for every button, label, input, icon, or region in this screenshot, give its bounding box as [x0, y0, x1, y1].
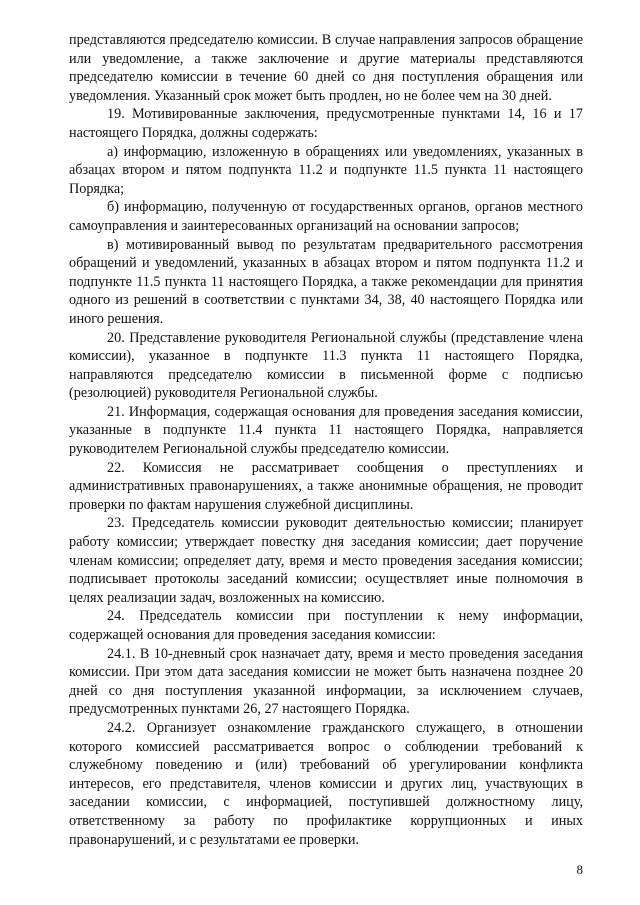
paragraph-20: 20. Представление руководителя Региональной службы (представление члена комиссии), указанное в подпункте 11.3 пункта 11 настоящего Порядка, направляются председателю комиссии в письменной форме с подписью (резолюцией) руководителя Региональной службы.: [69, 329, 583, 402]
paragraph-24-2: 24.2. Организует ознакомление гражданского служащего, в отношении которого комиссией рассматривается вопрос о соблюдении требований к служебному поведению и (или) требований об урегулировании конфликта интересов, его представителя, членов комиссии и других лиц, участвующих в заседании комиссии, с информацией, поступившей должностному лицу, ответственному за работу по профилактике коррупционных и иных правонарушений, и с результатами ее проверки.: [69, 719, 583, 848]
paragraph-19-a: а) информацию, изложенную в обращениях или уведомлениях, указанных в абзацах втором и пятом подпункта 11.2 и подпункте 11.5 пункта 11 настоящего Порядка;: [69, 143, 583, 197]
paragraph-19-b: б) информацию, полученную от государственных органов, органов местного самоуправления и заинтересованных организаций на основании запросов;: [69, 199, 583, 234]
paragraph-24: 24. Председатель комиссии при поступлении к нему информации, содержащей основания для проведения заседания комиссии:: [69, 608, 583, 643]
paragraph-21: 21. Информация, содержащая основания для проведения заседания комиссии, указанные в подпункте 11.4 пункта 11 настоящего Порядка, направляется руководителем Региональной службы председателю комиссии.: [69, 403, 583, 458]
document-body: [69, 31, 583, 849]
page-number: 8: [576, 862, 583, 877]
paragraph-22: 22. Комиссия не рассматривает сообщения о преступлениях и административных правонарушениях, а также анонимные обращения, не проводит проверки по фактам нарушения служебной дисциплины.: [69, 459, 583, 513]
paragraph-23: 23. Председатель комиссии руководит деятельностью комиссии; планирует работу комиссии; утверждает повестку дня заседания комиссии; дает поручение членам комиссии; определяет дату, время и место проведения заседания комиссии; подписывает протоколы заседаний комиссии; осуществляет иные полномочия в целях реализации задач, возложенных на комиссию.: [69, 515, 583, 606]
paragraph-19: 19. Мотивированные заключения, предусмотренные пунктами 14, 16 и 17 настоящего Порядка, должны содержать:: [69, 106, 583, 141]
paragraph-19-v: в) мотивированный вывод по результатам предварительного рассмотрения обращений и уведомлений, указанных в абзацах втором и пятом подпункта 11.2 и подпункте 11.5 пункта 11 настоящего Порядка, а также рекомендации для принятия одного из решений в соответствии с пунктами 34, 38, 40 настоящего Порядка или иного решения.: [69, 236, 583, 327]
paragraph-24-1: 24.1. В 10-дневный срок назначает дату, время и место проведения заседания комиссии. При этом дата заседания комиссии не может быть назначена позднее 20 дней со дня поступления указанной информации, за исключением случаев, предусмотренных пунктами 26, 27 настоящего Порядка.: [69, 645, 583, 718]
paragraph-continuation: представляются председателю комиссии. В случае направления запросов обращение или уведомление, а также заключение и другие материалы представляются председателю комиссии в течение 60 дней со дня поступления обращения или уведомления. Указанный срок может быть продлен, но не более чем на 30 дней.: [69, 32, 583, 104]
